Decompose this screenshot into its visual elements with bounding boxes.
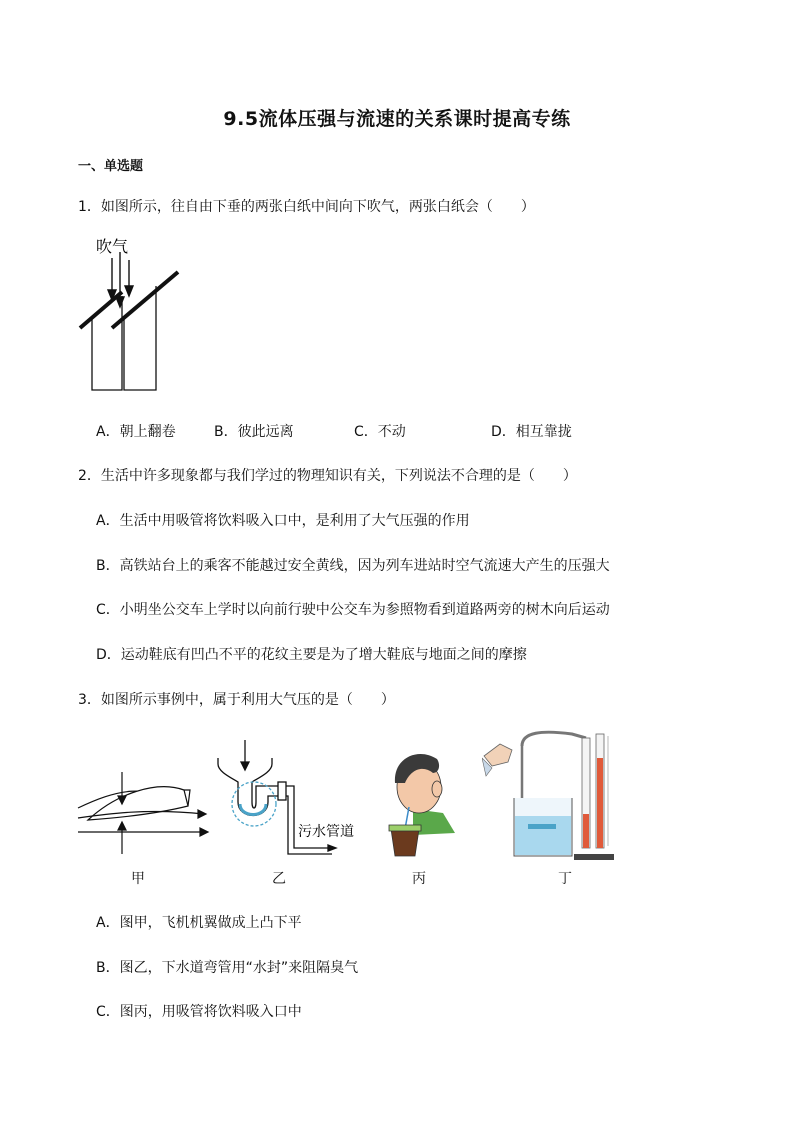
- q2-option-c: C．小明坐公交车上学时以向前行驶中公交车为参照物看到道路两旁的树木向后运动: [96, 602, 610, 618]
- sewer-pipe-label: 污水管道: [298, 824, 354, 840]
- q2-option-d: D．运动鞋底有凹凸不平的花纹主要是为了增大鞋底与地面之间的摩擦: [96, 647, 527, 663]
- q3-option-c: C．图丙，用吸管将饮料吸入口中: [96, 1004, 302, 1020]
- q3-option-a: A．图甲，飞机机翼做成上凸下平: [96, 915, 302, 931]
- question-1-stem: 1．如图所示，往自由下垂的两张白纸中间向下吹气，两张白纸会（ ）: [78, 199, 535, 215]
- q3-option-b: B．图乙，下水道弯管用“水封”来阻隔臭气: [96, 960, 359, 976]
- boy-drinking-figure: [383, 743, 463, 858]
- section-heading: 一、单选题: [78, 159, 144, 174]
- drain-trap-figure: [212, 738, 362, 858]
- blow-label: 吹气: [96, 237, 129, 256]
- barometer-figure: [482, 728, 622, 862]
- caption-jia: 甲: [131, 871, 145, 887]
- q2-option-b: B．高铁站台上的乘客不能越过安全黄线，因为列车进站时空气流速大产生的压强大: [96, 558, 610, 574]
- q1-option-a: A．朝上翻卷: [96, 424, 176, 440]
- wing-figure: [76, 770, 211, 860]
- caption-yi: 乙: [272, 871, 286, 887]
- question-2-stem: 2．生活中许多现象都与我们学过的物理知识有关，下列说法不合理的是（ ）: [78, 468, 577, 484]
- q1-option-c: C．不动: [354, 424, 406, 440]
- q1-option-d: D．相互靠拢: [491, 424, 572, 440]
- q2-option-a: A．生活中用吸管将饮料吸入口中，是利用了大气压强的作用: [96, 513, 470, 529]
- paper-blowing-figure: [72, 230, 192, 400]
- question-3-stem: 3．如图所示事例中，属于利用大气压的是（ ）: [78, 692, 395, 708]
- page-title: 9.5流体压强与流速的关系课时提高专练: [223, 108, 571, 130]
- caption-bing: 丙: [412, 871, 426, 887]
- caption-ding: 丁: [558, 871, 572, 887]
- q1-option-b: B．彼此远离: [214, 424, 294, 440]
